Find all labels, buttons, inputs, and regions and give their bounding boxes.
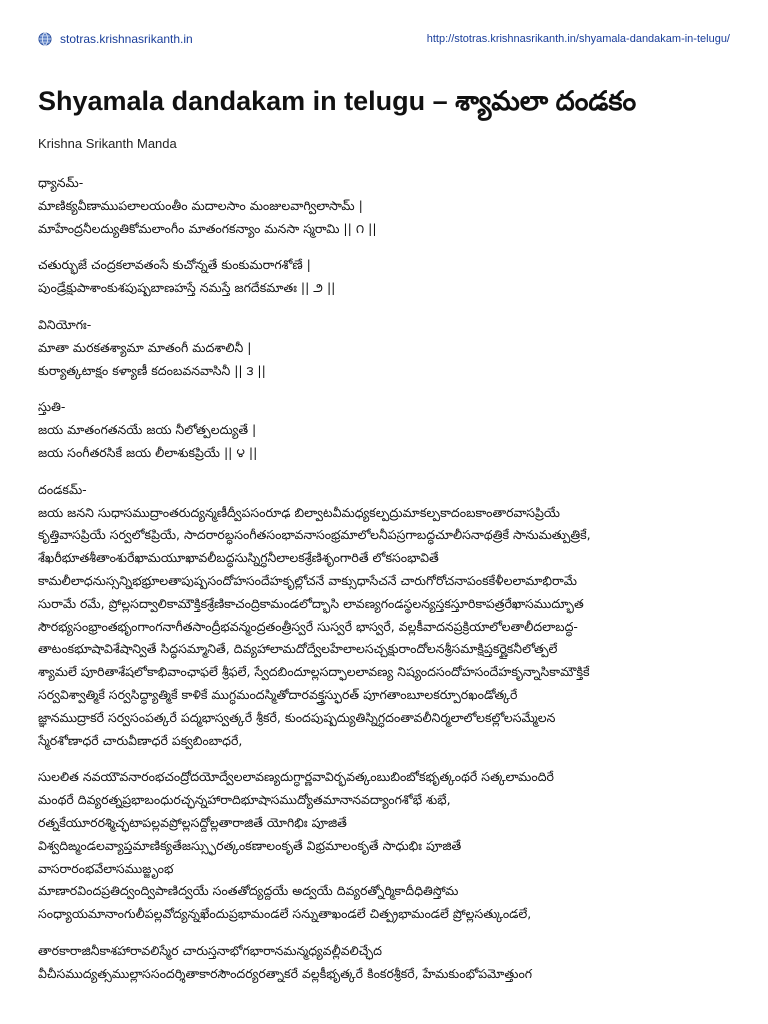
verse-line: జయ జనని సుధాసముద్రాంతరుద్యన్మణీద్వీపసంరూఢ బిల్వాటవీమధ్యకల్పద్రుమాకల్పకాదంబకాంతారవాసప్రియే	[38, 504, 561, 520]
globe-icon	[38, 32, 52, 46]
verse-line: తారకారాజినీకాశహారావలిస్మేర చారుస్తనాభోగభారానమన్మధ్యవల్లీవలిచ్ఛేద	[38, 942, 382, 958]
verse-line: జ్ఞానముద్రాకరే సర్వసంపత్కరే పద్మభాస్వత్కరే శ్రీకరే, కుందపుష్పద్యుతిస్నిగ్ధదంతావలీనిర్మలాలోలకల్లోలసమ్మేలన	[38, 709, 556, 725]
page-title: Shyamala dandakam in telugu – శ్యామలా దండకం	[38, 86, 637, 116]
verse-line: మాహేంద్రనీలద్యుతికోమలాంగీం మాతంగకన్యాం మనసా స్మరామి || ౧ ||	[38, 220, 377, 236]
verse-line: స్మేరశోణాధరే చారువీణాధరే పక్వబింబాధరే,	[38, 732, 243, 748]
verse-line: శ్యామలే పూరితాశేషలోకాభివాంఛాఫలే శ్రీఫలే, స్వేదబిందూల్లసద్ఫాలలావణ్య నిష్యందసందోహసందేహకృన్నాసికామౌక్తికే	[38, 664, 590, 680]
verse-line: విశ్వదిఙ్మండలవ్యాప్తమాణిక్యతేజస్స్ఫురత్కంకణాలంకృతే విభ్రమాలంకృతే సాధుభిః పూజితే	[38, 837, 462, 853]
verse-line: పుండ్రేక్షుపాశాంకుశపుష్పబాణహస్తే నమస్తే జగదేకమాతః || ౨ ||	[38, 280, 336, 296]
verse-block	[38, 766, 738, 926]
verse-line: సౌరభ్యసంభ్రాంతభృంగాంగనాగీతసాంద్రీభవన్మంద్రతంత్రీస్వరే సుస్వరే భాస్వరే, వల్లకీవాదనప్రక్రియాలోలతాలీదలాబద్ధ-	[38, 618, 578, 634]
verse-block	[38, 172, 738, 240]
verse-line: వినియోగః-	[38, 316, 92, 332]
verse-line: సర్వవిశ్వాత్మికే సర్వసిద్ధ్యాత్మికే కాళికే ముగ్ధమందస్మితోదారవక్త్రస్ఫురత్ పూగతాంబూలకర్పూరఖండోత్కరే	[38, 686, 518, 702]
verse-line: చతుర్భుజే చంద్రకలావతంసే కుచోన్నతే కుంకుమరాగశోణే |	[38, 257, 311, 273]
verse-block	[38, 314, 738, 382]
verse-line: రత్నకేయూరరశ్మిచ్ఛటాపల్లవప్రోల్లసద్దోల్లతారాజితే యోగిభిః పూజితే	[38, 814, 347, 830]
page-header	[38, 32, 730, 52]
verse-line: మంథరే దివ్యరత్నప్రభాబంధురచ్ఛన్నహారాదిభూషాసముద్యోతమానానవద్యాంగశోభే శుభే,	[38, 792, 451, 808]
verse-line: దండకమ్-	[38, 481, 87, 497]
verse-line: కామలీలాధనుస్సన్నిభభ్రూలతాపుష్పసందోహసందేహకృల్లోచనే వాక్సుధాసేచనే చారుగోరోచనాపంకకేళీలలామాభిరామే	[38, 572, 577, 588]
verse-block	[38, 396, 738, 464]
verse-line: స్తుతి-	[38, 399, 66, 415]
verse-line: మాణారవిందప్రతిద్వంద్విపాణిద్వయే సంతతోద్యద్దయే అద్వయే దివ్యరత్నోర్మికాదీధితిస్తోమ	[38, 883, 459, 899]
verse-line: సురామే రమే, ప్రోల్లసద్వాలికామౌక్తికశ్రేణికాచంద్రికామండలోద్భాసి లావణ్యగండస్థలన్యస్తకస్తూరికాపత్రరేఖాసముద్భూత	[38, 595, 584, 611]
site-link[interactable]	[38, 32, 193, 46]
verse-block	[38, 254, 738, 300]
stotram-text	[38, 172, 738, 1000]
verse-line: సులలిత నవయౌవనారంభచంద్రోదయోద్వేలలావణ్యదుగ్ధార్ణవావిర్భవత్కంబుబింబోకభృత్కంథరే సత్కలామందిరే	[38, 769, 554, 785]
verse-line: సంధ్యాయమానాంగులీపల్లవోద్యన్నఖేందుప్రభామండలే సన్నుతాఖండలే చిత్ప్రభామండలే ప్రోల్లసత్కుండలే,	[38, 906, 532, 922]
verse-line: వాసరారంభవేలాసముజ్జృంభ	[38, 860, 174, 876]
verse-line: కుర్యాత్కటాక్షం కళ్యాణీ కదంబవనవాసినీ || ౩ ||	[38, 362, 266, 378]
verse-line: శేఖరీభూతశీతాంశురేఖామయూఖావలీబద్ధసుస్నిగ్ధనీలాలకశ్రేణిశృంగారితే లోకసంభావితే	[38, 550, 439, 566]
verse-block	[38, 940, 738, 986]
site-name[interactable]: stotras.krishnasrikanth.in	[60, 32, 193, 46]
page-url[interactable]: http://stotras.krishnasrikanth.in/shyamala-dandakam-in-telugu/	[426, 33, 730, 45]
verse-line: మాతా మరకతశ్యామా మాతంగీ మదశాలినీ |	[38, 339, 252, 355]
verse-line: మాణిక్యవీణాముపలాలయంతీం మదాలసాం మంజులవాగ్విలాసామ్ |	[38, 197, 363, 213]
verse-line: తాటంకభూషావిశేషాన్వితే సిద్ధసమ్మానితే, దివ్యహాలామదోద్వేలహేలాలసచ్చక్షురాందోలనశ్రీసమాక్షిప్తకర్ణైకనీలోత్పలే	[38, 641, 558, 657]
verse-line: జయ సంగీతరసికే జయ లీలాశుకప్రియే || ౪ ||	[38, 444, 258, 460]
verse-block	[38, 479, 738, 753]
verse-line: జయ మాతంగతనయే జయ నీలోత్పలద్యుతే |	[38, 422, 257, 438]
verse-line: కృత్తివాసప్రియే సర్వలోకప్రియే, సాదరారబ్ధసంగీతసంభావనాసంభ్రమాలోలనీపస్రగాబద్ధచూలీసనాథత్రికే సానుమత్పుత్రికే,	[38, 527, 591, 543]
verse-line: వీచీసముద్యత్సముల్లాససందర్శితాకారసౌందర్యరత్నాకరే వల్లకీభృత్కరే కింకరశ్రీకరే, హేమకుంభోపమోత్తుంగ	[38, 965, 533, 981]
author-name: Krishna Srikanth Manda	[38, 136, 177, 151]
verse-line: ధ్యానమ్-	[38, 175, 84, 190]
